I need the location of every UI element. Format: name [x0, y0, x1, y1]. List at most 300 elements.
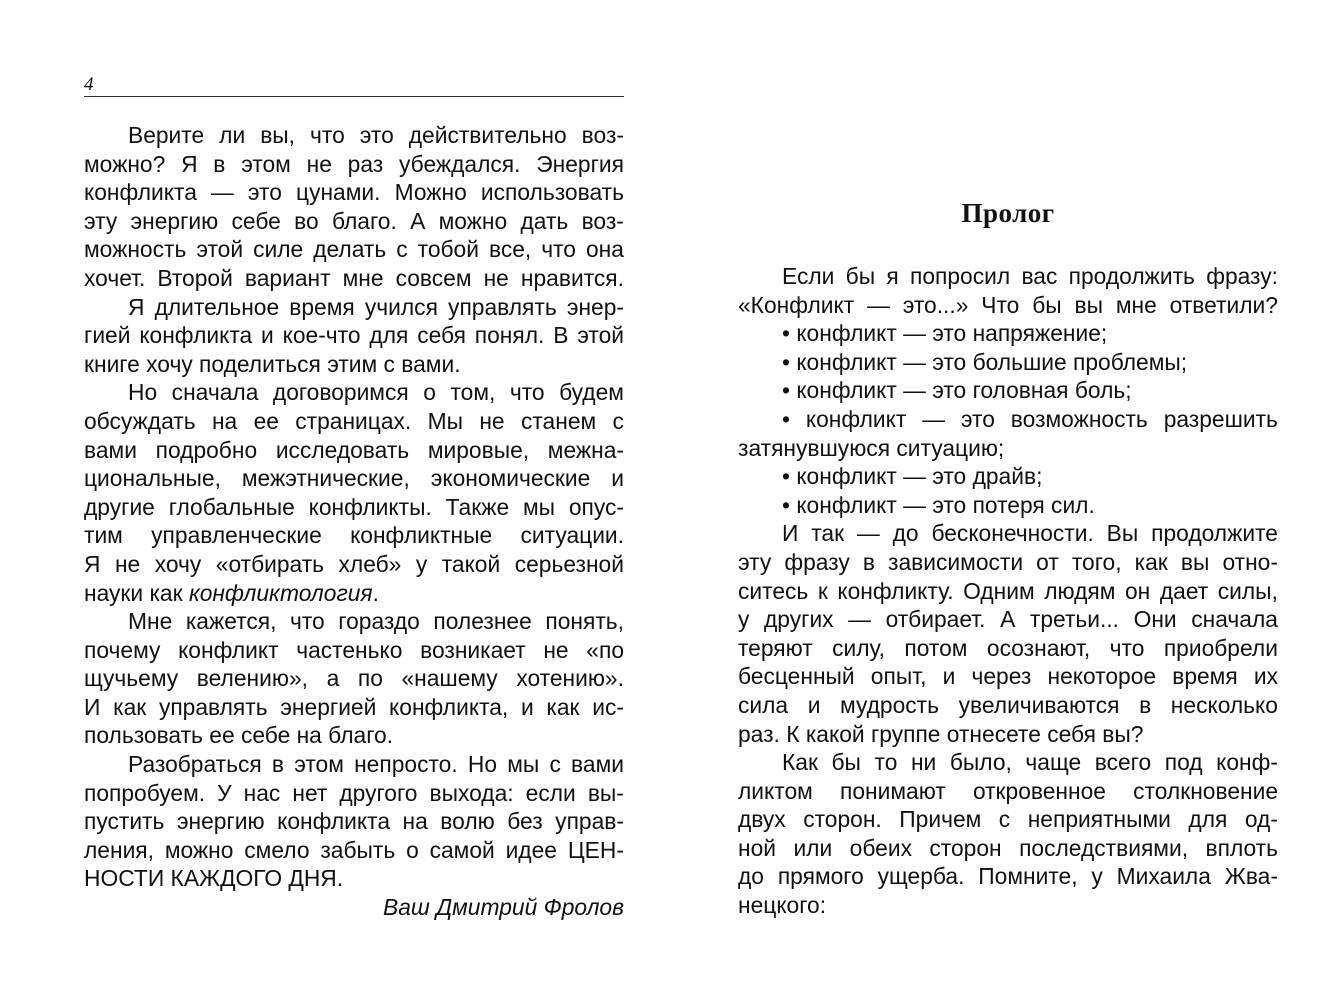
word: вариант: [244, 264, 331, 291]
text-line: [84, 293, 624, 322]
word: учился: [364, 293, 438, 320]
word: ЦЕН-: [567, 836, 624, 863]
text-line: [738, 405, 1278, 434]
text-line: [738, 634, 1278, 663]
word: щучьему: [84, 665, 179, 692]
word: не: [479, 407, 505, 434]
word: до: [738, 863, 764, 890]
text-line: [738, 691, 1278, 720]
word: воз-: [581, 207, 624, 234]
word: нет: [292, 779, 328, 806]
word: Они: [1133, 606, 1177, 633]
word: совсем: [395, 264, 472, 291]
line-text: затянувшуюся ситуацию;: [738, 434, 1005, 461]
word: отно-: [1222, 548, 1278, 575]
word: возникает: [420, 636, 526, 663]
chapter-heading: Пролог: [961, 198, 1055, 228]
word: и: [942, 663, 956, 690]
word: нас: [243, 779, 281, 806]
word: ис-: [592, 693, 624, 720]
word: понять,: [545, 608, 624, 635]
word: вас: [1021, 263, 1058, 289]
word: —: [848, 606, 871, 633]
word: хочет.: [84, 264, 146, 291]
word: это: [247, 179, 282, 206]
word: время: [1172, 663, 1238, 690]
word: самой: [429, 836, 495, 863]
word: теряют: [738, 634, 813, 661]
word: благо.: [331, 207, 397, 234]
italic-term: конфликтология: [188, 579, 373, 606]
word: по: [357, 665, 383, 692]
word: дать: [520, 207, 569, 234]
word: конфликта: [277, 808, 391, 835]
word: двух: [738, 806, 786, 833]
text-line: [738, 720, 1278, 749]
word: и: [807, 691, 821, 718]
word: забыть: [320, 836, 396, 863]
word: исследовать: [275, 436, 410, 463]
word: Второй: [157, 264, 233, 291]
word: управлять: [158, 693, 268, 720]
word: бесценный: [738, 663, 855, 690]
word: ни: [910, 749, 937, 776]
word: Я: [128, 293, 145, 320]
word: третьи...: [1029, 606, 1120, 633]
word: —: [211, 179, 234, 206]
word: ущерба.: [877, 863, 965, 890]
word: использовать: [480, 179, 624, 206]
word: ситуации.: [520, 522, 624, 549]
text-line: [84, 350, 624, 379]
word: она: [586, 236, 624, 263]
word: эту: [738, 548, 772, 575]
word: ления,: [84, 836, 154, 863]
word: мудрость: [840, 691, 939, 718]
word: других: [764, 606, 834, 633]
word: с: [998, 806, 1011, 833]
text-line: [84, 493, 624, 522]
word: Что: [981, 291, 1020, 318]
word: что: [310, 122, 345, 148]
word: он: [1125, 577, 1151, 604]
text-line: [738, 519, 1278, 548]
text-line: [84, 807, 624, 836]
word: бы: [831, 749, 861, 776]
word: в: [1139, 691, 1152, 718]
text-line: [738, 891, 1278, 920]
word: как: [546, 693, 580, 720]
word: с: [396, 236, 408, 263]
word: управ-: [555, 808, 624, 835]
text-line: [738, 462, 1278, 491]
word: вами: [571, 751, 624, 778]
word: о: [406, 836, 419, 863]
text-line: [84, 579, 624, 608]
word: хотению».: [516, 665, 624, 692]
word: сторон: [929, 834, 1002, 861]
word: ной: [738, 834, 777, 861]
word: и: [520, 693, 534, 720]
word: несколько: [1170, 691, 1278, 718]
text-line: [738, 548, 1278, 577]
word: другого: [339, 779, 418, 806]
word: попробуем.: [84, 779, 206, 806]
word: страницах.: [295, 407, 412, 434]
word: волю: [440, 808, 495, 835]
line-text: раз. К какой группе отнесете себя вы?: [738, 720, 1144, 747]
text-line: [84, 750, 624, 779]
word: последствиями,: [1019, 834, 1189, 861]
text-line: [84, 464, 624, 493]
word: мне: [342, 264, 384, 291]
word: сначала: [171, 379, 259, 406]
word: тим: [84, 522, 123, 549]
word: полезнее: [433, 608, 532, 635]
word: хлеб»: [338, 550, 402, 577]
word: людям: [1044, 577, 1116, 604]
word: непросто.: [354, 751, 458, 778]
word: в: [271, 751, 285, 778]
word: вы: [1074, 291, 1103, 318]
word: ликтом: [738, 777, 813, 804]
word: их: [1253, 663, 1278, 690]
word: У: [217, 779, 232, 806]
word: хочу: [154, 550, 202, 577]
word: можно?: [84, 150, 166, 177]
word: том,: [450, 379, 496, 406]
word: в: [213, 150, 226, 177]
word: ситесь: [738, 577, 809, 604]
word: Также: [445, 493, 510, 520]
word: столкновение: [1133, 777, 1278, 804]
text-line: [738, 662, 1278, 691]
word: к: [817, 577, 828, 604]
word: это: [359, 122, 394, 148]
word: велению»,: [196, 665, 308, 692]
word: вы: [1180, 548, 1210, 575]
word: И: [782, 520, 799, 547]
word: Я: [181, 150, 198, 177]
word: нравится.: [520, 264, 624, 291]
word: будем: [559, 379, 624, 406]
word: мы: [522, 493, 556, 520]
word: на: [211, 407, 238, 434]
word: управленческие: [151, 522, 322, 549]
text-line: [738, 376, 1278, 405]
word: мне: [1115, 291, 1157, 318]
word: это...»: [902, 291, 969, 318]
word: до: [892, 520, 919, 547]
word: я: [886, 263, 899, 289]
word: энер-: [566, 293, 624, 320]
word: не: [114, 550, 141, 577]
text-line: [84, 407, 624, 436]
word: тобой: [417, 236, 479, 263]
word: гией: [84, 322, 131, 349]
word: прямого: [777, 863, 864, 890]
word: бы: [1032, 291, 1062, 318]
word: бы: [845, 263, 876, 289]
text-line: [84, 321, 624, 350]
word: станем: [520, 407, 597, 434]
word: вами: [84, 436, 137, 463]
word: идее: [505, 836, 557, 863]
word: сначала: [1191, 606, 1278, 633]
line-text: • конфликт — это потеря сил.: [782, 491, 1095, 518]
page-number: 4: [84, 74, 94, 95]
text-line: [738, 262, 1278, 291]
text-line: [738, 577, 1278, 606]
word: Но: [467, 751, 498, 778]
word: эту: [84, 207, 118, 234]
word: потом: [904, 634, 968, 661]
text-line: [84, 378, 624, 407]
word: такой: [441, 550, 501, 577]
text-line: [738, 777, 1278, 806]
word: раз: [347, 150, 384, 177]
line-text: • конфликт — это большие проблемы;: [782, 348, 1188, 375]
word: длительное: [154, 293, 280, 320]
author-signature: [84, 893, 624, 922]
word: у: [1091, 863, 1103, 890]
word: силе: [253, 236, 304, 263]
word: как: [113, 693, 147, 720]
word: у: [415, 550, 428, 577]
text-line: [84, 836, 624, 865]
text-line: [738, 348, 1278, 377]
word: управлять: [448, 293, 557, 320]
word: сила: [738, 691, 789, 718]
word: зависимости: [888, 548, 1024, 575]
word: конфликты.: [308, 493, 432, 520]
text-line: [84, 436, 624, 465]
text-line: [84, 693, 624, 722]
text-line: [84, 721, 624, 750]
text-line: [84, 550, 624, 579]
line-text: НОСТИ КАЖДОГО ДНЯ.: [84, 865, 344, 892]
word: не: [483, 264, 509, 291]
word: что: [289, 608, 325, 635]
word: силу,: [832, 634, 885, 661]
word: выхода:: [429, 779, 514, 806]
word: И: [84, 693, 101, 720]
word: частенько: [296, 636, 403, 663]
word: действительно: [408, 122, 567, 148]
word: энергией: [280, 693, 377, 720]
word: конф-: [1216, 749, 1278, 776]
word: А: [1000, 606, 1016, 633]
line-text: книге хочу поделиться этим с вами.: [84, 350, 461, 377]
word: Мне: [128, 608, 173, 635]
text-line: [84, 121, 624, 150]
word: фразу: [784, 548, 850, 575]
text-line: [84, 521, 624, 550]
line-text: • конфликт — это драйв;: [782, 463, 1043, 490]
text-line: [738, 862, 1278, 891]
text-line: [84, 636, 624, 665]
word: а: [326, 665, 340, 692]
word: кажется,: [185, 608, 277, 635]
word: этом: [294, 751, 344, 778]
word: можность: [84, 236, 187, 263]
word: циональные,: [84, 465, 221, 492]
word: Как: [782, 749, 818, 776]
word: вы-: [587, 779, 624, 806]
word: что: [1109, 634, 1145, 661]
word: Верите: [128, 122, 205, 148]
word: то: [874, 749, 898, 776]
text-line: [84, 235, 624, 264]
word: на: [402, 808, 428, 835]
line-text: нецкого:: [738, 892, 827, 919]
text-line: [738, 605, 1278, 634]
word: всего: [1094, 749, 1152, 776]
word: од-: [1244, 806, 1278, 833]
line-text: пользовать ее себе на благо.: [84, 722, 394, 749]
word: •: [782, 405, 790, 432]
word: вы,: [260, 122, 296, 148]
word: обсуждать: [84, 407, 196, 434]
word: этой: [196, 236, 244, 263]
word: глобальные: [168, 493, 295, 520]
word: продолжить: [1068, 263, 1195, 289]
word: делать: [313, 236, 387, 263]
word: возможность: [1010, 405, 1148, 432]
text-line: [84, 607, 624, 636]
word: ли: [219, 122, 246, 148]
word: ее: [253, 407, 279, 434]
word: под: [1164, 749, 1203, 776]
word: Мы: [427, 407, 463, 434]
word: понимают: [840, 777, 946, 804]
word: себя: [417, 322, 466, 349]
word: конфликту.: [837, 577, 954, 604]
word: цунами.: [296, 179, 381, 206]
word: отбирает.: [885, 606, 986, 633]
word: Одним: [963, 577, 1035, 604]
word: как: [1134, 548, 1168, 575]
word: почему: [84, 636, 161, 663]
text-line: [738, 748, 1278, 777]
word: не: [543, 636, 569, 663]
line-text: • конфликт — это головная боль;: [782, 377, 1132, 404]
word: конфликтные: [350, 522, 493, 549]
word: А: [410, 207, 426, 234]
word: кое-что: [282, 322, 361, 349]
word: гораздо: [338, 608, 420, 635]
word: конфликта,: [389, 693, 509, 720]
word: попросил: [910, 263, 1011, 289]
word: увеличиваются: [958, 691, 1120, 718]
header-rule: [84, 96, 624, 97]
word: конфликт: [805, 405, 907, 432]
word: Энергия: [536, 150, 624, 177]
word: В: [553, 322, 569, 349]
word: дает: [1159, 577, 1209, 604]
word: Помните,: [978, 863, 1078, 890]
word: все,: [488, 236, 532, 263]
word: опыт,: [870, 663, 927, 690]
word: «по: [586, 636, 624, 663]
right-page-text: [738, 262, 1278, 920]
text-line: [738, 834, 1278, 863]
word: «нашему: [401, 665, 498, 692]
word: Михаила: [1116, 863, 1211, 890]
word: для: [369, 322, 409, 349]
word: во: [294, 207, 319, 234]
word: или: [793, 834, 833, 861]
word: не: [306, 150, 332, 177]
word: себе: [231, 207, 281, 234]
word: было,: [949, 749, 1012, 776]
word: силы,: [1217, 577, 1278, 604]
word: понял.: [474, 322, 545, 349]
word: разрешить: [1163, 405, 1278, 432]
text-line: [84, 178, 624, 207]
word: если: [525, 779, 576, 806]
word: что: [541, 236, 576, 263]
word: Я: [84, 550, 101, 577]
word: можно: [438, 207, 508, 234]
word: опус-: [568, 493, 624, 520]
word: обеих: [849, 834, 912, 861]
word: серьезной: [514, 550, 624, 577]
word: энергию: [176, 808, 265, 835]
word: для: [1188, 806, 1228, 833]
word: это: [960, 405, 995, 432]
text-line: [84, 264, 624, 293]
word: межэтнические,: [241, 465, 410, 492]
word: Разобраться: [128, 751, 262, 778]
word: того,: [1071, 548, 1122, 575]
word: экономические: [430, 465, 591, 492]
text-line: [738, 491, 1278, 520]
word: приобрели: [1163, 634, 1278, 661]
word: «отбирать: [215, 550, 325, 577]
word: другие: [84, 493, 155, 520]
word: через: [971, 663, 1032, 690]
word: с: [612, 407, 624, 434]
word: мировые,: [427, 436, 530, 463]
text-line: [84, 864, 624, 893]
word: вплоть: [1205, 834, 1278, 861]
word: мы: [507, 751, 540, 778]
word: некоторое: [1047, 663, 1157, 690]
word: смело: [244, 836, 310, 863]
word: энергию: [130, 207, 219, 234]
word: и: [261, 322, 274, 349]
word: межна-: [547, 436, 624, 463]
word: Можно: [394, 179, 467, 206]
text-line: [84, 207, 624, 236]
word: конфликта: [139, 322, 253, 349]
word: Причем: [899, 806, 982, 833]
word: продолжите: [1151, 520, 1278, 547]
word: —: [867, 291, 890, 318]
word: воз-: [581, 122, 624, 148]
word: Жва-: [1224, 863, 1278, 890]
word: бесконечности.: [931, 520, 1094, 547]
word: конфликта: [84, 179, 197, 206]
word: с: [549, 751, 561, 778]
word: этой: [577, 322, 624, 349]
word: сторон.: [803, 806, 882, 833]
line-text-after: .: [372, 579, 379, 606]
word: фразу:: [1206, 263, 1278, 289]
word: у: [738, 606, 750, 633]
word: —: [856, 520, 880, 547]
